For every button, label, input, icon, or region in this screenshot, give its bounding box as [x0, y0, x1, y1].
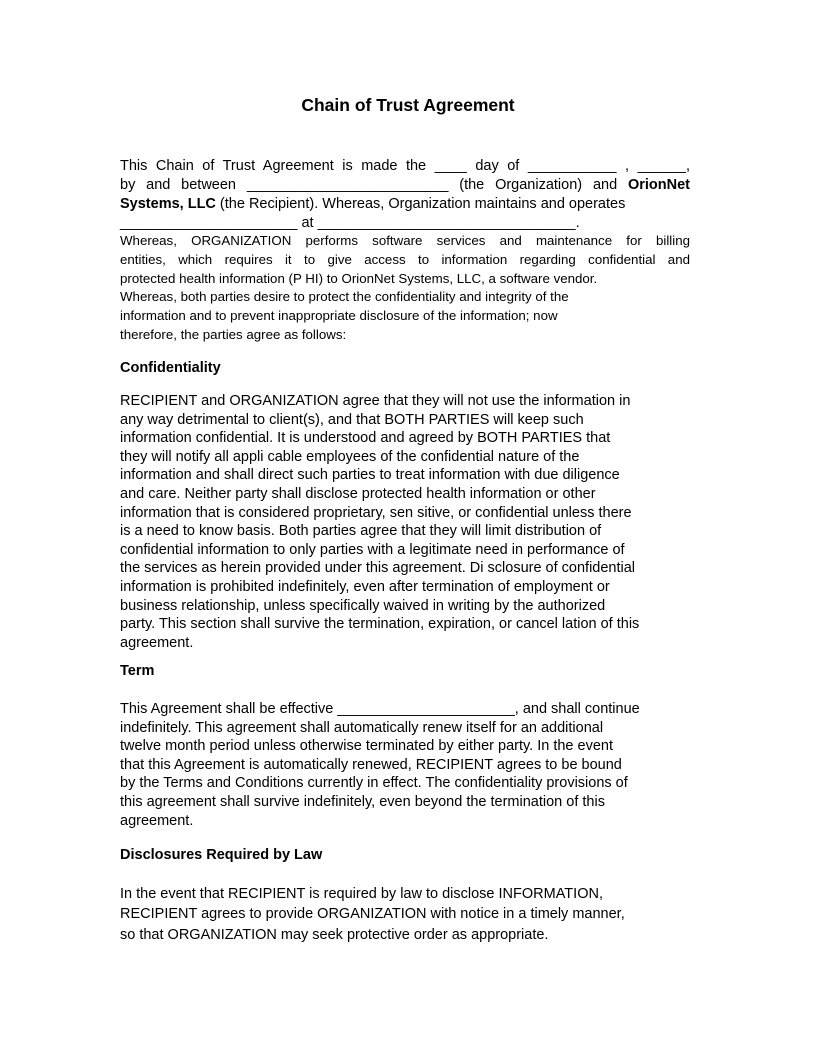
confidentiality-line: information confidential. It is understood and agreed by BOTH PARTIES that [120, 430, 611, 447]
term-line: indefinitely. This agreement shall automatically renew itself for an additional [120, 719, 604, 736]
confidentiality-line: information that is considered proprietary, sen sitive, or confidential unless there [120, 504, 632, 521]
confidentiality-line: any way detrimental to client(s), and that BOTH PARTIES will keep such [120, 411, 584, 428]
intro-line-2-text: by and between _________________________ (the Organization) and [120, 177, 618, 193]
disclosures-line: RECIPIENT agrees to provide ORGANIZATION with notice in a timely manner, [120, 906, 625, 923]
confidentiality-line: and care. Neither party shall disclose protected health information or other [120, 485, 596, 502]
whereas-line: information and to prevent inappropriate disclosure of the information; now [120, 308, 558, 324]
recipient-entity: Systems, LLC [120, 196, 216, 212]
term-line: This Agreement shall be effective ______________________, and shall continue [120, 701, 640, 717]
confidentiality-line: they will notify all appli cable employees of the confidential nature of the [120, 448, 580, 465]
whereas-line: therefore, the parties agree as follows: [120, 326, 347, 342]
intro-line-2 [120, 176, 690, 195]
confidentiality-line: information and shall direct such parties to treat information with due diligence [120, 467, 620, 484]
disclosures-line: so that ORGANIZATION may seek protective order as appropriate. [120, 926, 549, 943]
confidentiality-line: confidential information to only parties with a legitimate need in performance of [120, 541, 625, 558]
confidentiality-line: RECIPIENT and ORGANIZATION agree that they will not use the information in [120, 393, 631, 409]
confidentiality-line: business relationship, unless specifically waived in writing by the authorized [120, 597, 606, 614]
intro-line-3-text: (the Recipient). Whereas, Organization maintains and operates [215, 196, 626, 212]
section-heading-disclosures: Disclosures Required by Law [120, 847, 323, 863]
document-title: Chain of Trust Agreement [301, 95, 515, 115]
term-line: twelve month period unless otherwise terminated by either party. In the event [120, 738, 613, 755]
confidentiality-line: is a need to know basis. Both parties agree that they will limit distribution of [120, 523, 602, 540]
confidentiality-line: information is prohibited indefinitely, even after termination of employment or [120, 578, 610, 595]
confidentiality-line: party. This section shall survive the termination, expiration, or cancel lation of this [120, 616, 640, 633]
term-line: that this Agreement is automatically renewed, RECIPIENT agrees to be bound [120, 756, 622, 773]
intro-paragraph [120, 157, 690, 233]
term-line: this agreement shall survive indefinitely, even beyond the termination of this [120, 793, 605, 810]
whereas-line: entities, which requires it to give access to information regarding confidential and [120, 251, 690, 267]
term-line: by the Terms and Conditions currently in effect. The confidentiality provisions of [120, 775, 628, 792]
term-line: agreement. [120, 812, 194, 829]
whereas-line: Whereas, both parties desire to protect the confidentiality and integrity of the [120, 289, 569, 305]
disclosures-line: In the event that RECIPIENT is required by law to disclose INFORMATION, [120, 886, 603, 902]
disclosures-paragraph [120, 884, 690, 945]
confidentiality-line: the services as herein provided under this agreement. Di sclosure of confidential [120, 560, 636, 577]
confidentiality-paragraph [120, 392, 690, 652]
recipient-name: OrionNet [627, 177, 691, 193]
section-heading-term: Term [120, 663, 155, 679]
intro-line-3 [120, 195, 690, 214]
intro-line-1: This Chain of Trust Agreement is made the ____ day of ___________ , ______, [120, 158, 690, 174]
section-heading-confidentiality: Confidentiality [120, 360, 221, 376]
whereas-line: Whereas, ORGANIZATION performs software services and maintenance for billing [120, 233, 690, 248]
whereas-line: protected health information (P HI) to OrionNet Systems, LLC, a software vendor. [120, 270, 598, 286]
whereas-paragraph [120, 232, 690, 345]
term-paragraph [120, 700, 690, 830]
confidentiality-line: agreement. [120, 634, 194, 651]
intro-line-4: ______________________ at ________________________________. [120, 215, 580, 231]
